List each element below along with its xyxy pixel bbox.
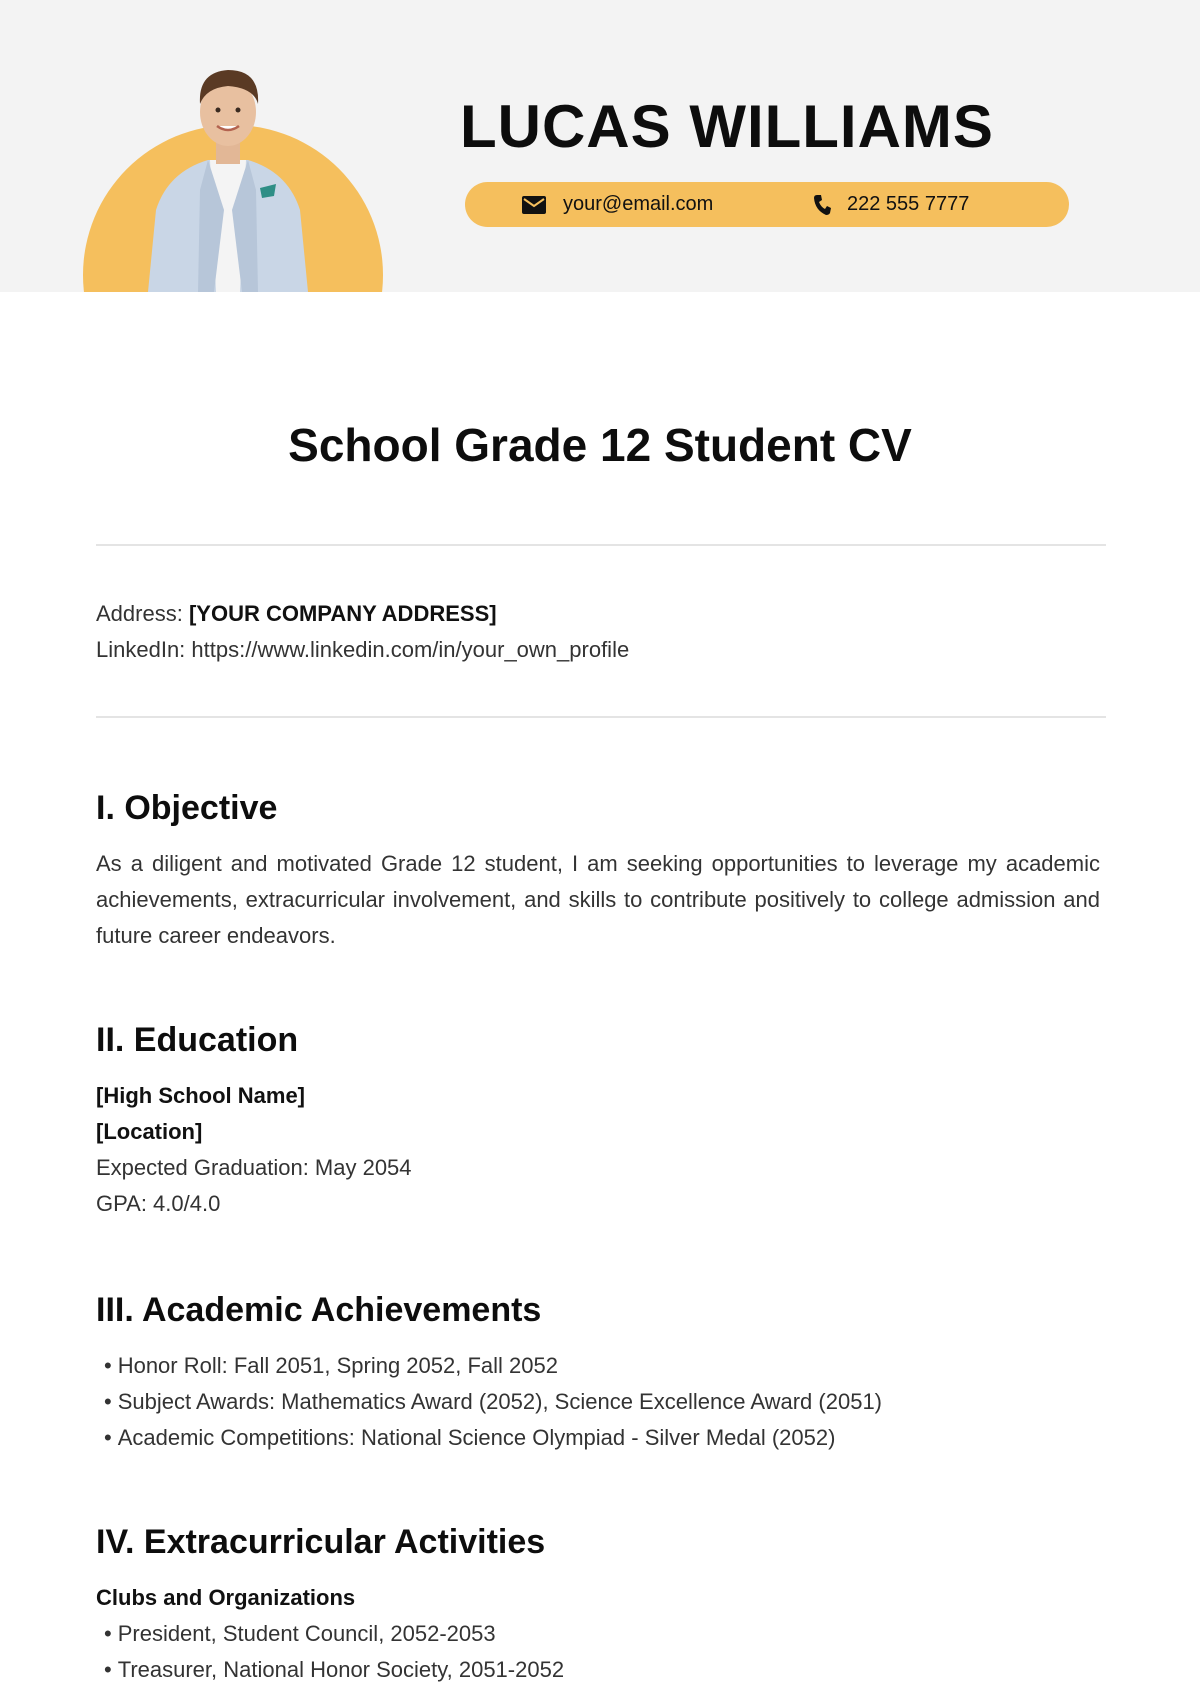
achievements-section (96, 1288, 1100, 1456)
divider (96, 716, 1106, 718)
divider (96, 544, 1106, 546)
clubs-list (96, 1616, 1100, 1688)
objective-heading: I. Objective (96, 789, 278, 827)
list-item: • President, Student Council, 2052-2053 (96, 1616, 1100, 1652)
gpa: GPA: 4.0/4.0 (96, 1191, 221, 1216)
contact-info (96, 596, 629, 668)
linkedin-link[interactable]: https://www.linkedin.com/in/your_own_profile (191, 637, 630, 662)
list-item: • Honor Roll: Fall 2051, Spring 2052, Fall 2052 (96, 1348, 1100, 1384)
linkedin-label: LinkedIn: (96, 637, 186, 662)
candidate-name: LUCAS WILLIAMS (460, 93, 994, 160)
graduation-date: Expected Graduation: May 2054 (96, 1155, 412, 1180)
extracurricular-heading: IV. Extracurricular Activities (96, 1523, 546, 1561)
linkedin-line (96, 632, 629, 668)
phone-icon (813, 194, 831, 216)
list-item: • Academic Competitions: National Science Olympiad - Silver Medal (2052) (96, 1420, 1100, 1456)
education-heading: II. Education (96, 1021, 299, 1059)
header-banner (0, 0, 1200, 292)
objective-section (96, 786, 1100, 954)
objective-text: As a diligent and motivated Grade 12 student, I am seeking opportunities to leverage my academic achievements, extracurricular involvement, and skills to contribute positively to college admission and future career endeavors. (96, 851, 1100, 948)
extracurricular-section (96, 1520, 1100, 1688)
achievements-list (96, 1348, 1100, 1456)
clubs-subheading: Clubs and Organizations (96, 1585, 356, 1610)
list-item: • Treasurer, National Honor Society, 2051-2052 (96, 1652, 1100, 1688)
address-value: [YOUR COMPANY ADDRESS] (188, 601, 497, 626)
education-section (96, 1018, 1100, 1222)
achievements-heading: III. Academic Achievements (96, 1291, 542, 1329)
address-label: Address: (96, 601, 183, 626)
phone-text: 222 555 7777 (847, 193, 970, 215)
school-name: [High School Name] (96, 1083, 306, 1108)
page-title: School Grade 12 Student CV (288, 419, 912, 471)
address-line (96, 596, 629, 632)
envelope-icon (521, 195, 547, 215)
education-details (96, 1078, 1100, 1222)
profile-photo (128, 60, 328, 292)
contact-email[interactable] (521, 182, 713, 227)
list-item: • Subject Awards: Mathematics Award (2052), Science Excellence Award (2051) (96, 1384, 1100, 1420)
email-text: your@email.com (563, 193, 714, 215)
school-location: [Location] (96, 1119, 203, 1144)
contact-phone[interactable] (813, 182, 969, 227)
contact-bar (465, 182, 1069, 227)
